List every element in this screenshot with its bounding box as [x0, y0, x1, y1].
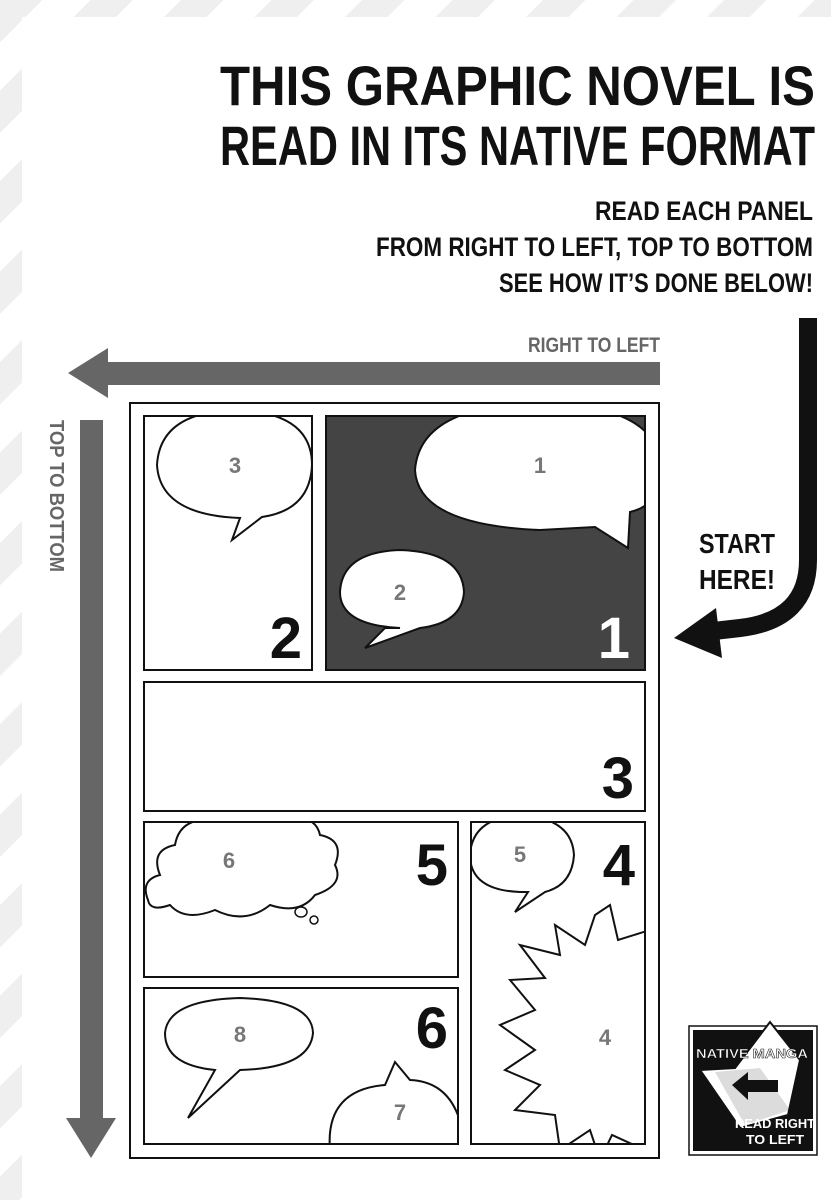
start-here-arrow-icon: [674, 318, 808, 658]
bubble-number-2: 2: [393, 580, 407, 605]
bubble-number-3: 3: [228, 453, 242, 478]
top-to-bottom-label: TOP TO BOTTOM: [45, 420, 67, 586]
right-to-left-label: RIGHT TO LEFT: [528, 334, 661, 357]
panel-3: [144, 682, 645, 811]
bubble-number-7: 7: [393, 1100, 407, 1125]
panel-6: [144, 988, 465, 1150]
panel-number-2: 2: [269, 606, 302, 671]
panel-number-6: 6: [415, 996, 448, 1061]
instruction-line-2: FROM RIGHT TO LEFT, TOP TO BOTTOM: [376, 232, 813, 262]
panel-number-1: 1: [597, 606, 630, 671]
top-stripe-border: [0, 0, 831, 17]
title-line-2: READ IN ITS NATIVE FORMAT: [220, 114, 815, 177]
instruction-line-3: SEE HOW IT’S DONE BELOW!: [499, 268, 813, 298]
page-title: [220, 54, 815, 177]
panel-1: [326, 403, 662, 671]
bubble-number-5: 5: [513, 842, 527, 867]
logo-bottom-text-1: READ RIGHT: [735, 1116, 816, 1131]
panel-number-5: 5: [415, 833, 448, 898]
panel-number-3: 3: [601, 746, 634, 811]
panel-2: [144, 410, 312, 671]
start-label-line-2: HERE!: [699, 564, 775, 595]
bubble-number-1: 1: [533, 453, 547, 478]
instruction-line-1: READ EACH PANEL: [595, 196, 813, 226]
left-stripe-border: [0, 0, 22, 1200]
bubble-number-6: 6: [222, 848, 236, 873]
native-manga-logo: [689, 1022, 817, 1155]
top-to-bottom-arrow-icon: [66, 420, 116, 1158]
title-line-1: THIS GRAPHIC NOVEL IS: [220, 54, 815, 117]
panel-number-4: 4: [602, 833, 635, 898]
logo-bottom-text-2: TO LEFT: [746, 1132, 805, 1147]
bubble-number-4: 4: [598, 1025, 612, 1050]
logo-top-text: NATIVE MANGA: [696, 1046, 809, 1061]
bubble-number-8: 8: [233, 1022, 247, 1047]
start-here-label: [699, 528, 775, 595]
panel-4: [470, 815, 650, 1160]
instructions: [376, 196, 813, 298]
panel-5: [144, 813, 458, 978]
start-label-line-1: START: [699, 528, 775, 559]
